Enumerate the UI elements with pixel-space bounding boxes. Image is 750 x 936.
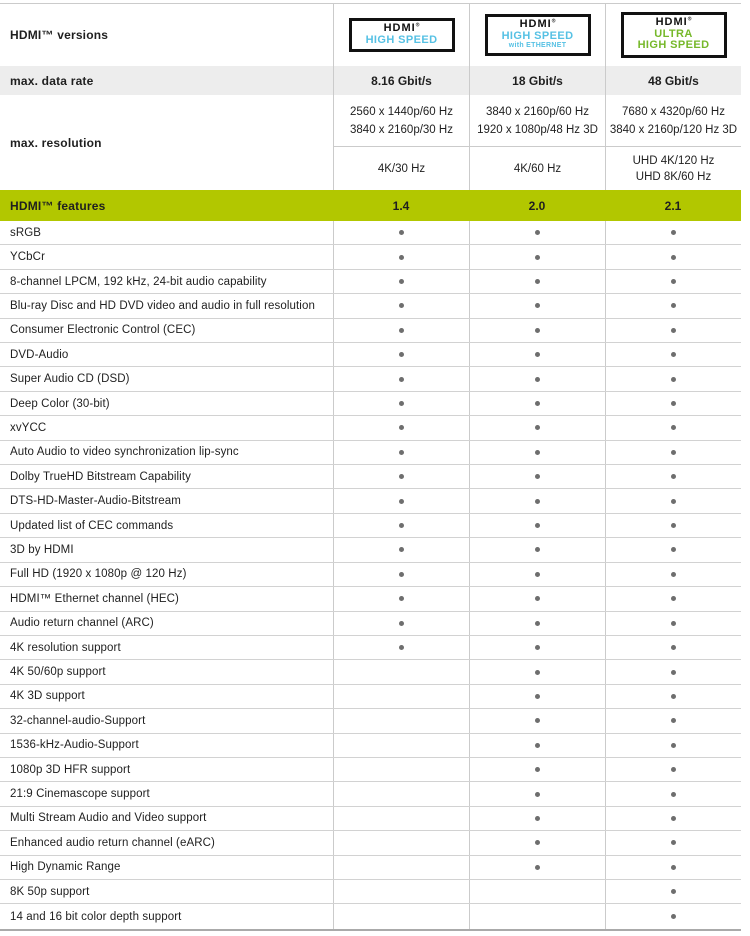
support-dot [671, 694, 676, 699]
resolution-value: 3840 x 2160p/60 Hz [486, 105, 589, 118]
support-cell-2.1 [605, 221, 741, 244]
support-dot [671, 474, 676, 479]
support-cell-2.1 [605, 489, 741, 512]
feature-name: 21:9 Cinemascope support [10, 788, 150, 801]
support-dot [399, 499, 404, 504]
version-number-1.4: 1.4 [392, 198, 410, 213]
support-dot [535, 303, 540, 308]
support-dot [671, 303, 676, 308]
feature-row [0, 831, 741, 855]
support-cell-2.0 [469, 856, 605, 879]
support-cell-2.0 [469, 660, 605, 683]
support-cell-2.1 [605, 685, 741, 708]
support-dot [535, 401, 540, 406]
badge-speed-label: HIGH SPEED [637, 39, 710, 52]
support-dot [671, 596, 676, 601]
feature-row [0, 245, 741, 269]
support-cell-2.1 [605, 416, 741, 439]
support-dot [671, 279, 676, 284]
support-dot [671, 670, 676, 675]
support-cell-1.4 [333, 856, 469, 879]
data-rate-row [0, 66, 741, 95]
feature-name: High Dynamic Range [10, 861, 121, 874]
features-header-row [0, 190, 741, 221]
support-dot [399, 401, 404, 406]
support-dot [535, 767, 540, 772]
support-cell-2.0 [469, 880, 605, 903]
versions-row [0, 4, 741, 66]
support-dot [671, 840, 676, 845]
resolution-value: 3840 x 2160p/120 Hz 3D [609, 123, 738, 136]
support-cell-2.1 [605, 660, 741, 683]
support-dot [399, 547, 404, 552]
support-dot [535, 230, 540, 235]
support-cell-2.0 [469, 636, 605, 659]
feature-name: Multi Stream Audio and Video support [10, 812, 207, 825]
support-dot [535, 279, 540, 284]
support-dot [535, 743, 540, 748]
support-cell-1.4 [333, 441, 469, 464]
feature-name: Super Audio CD (DSD) [10, 373, 130, 386]
feature-name: Auto Audio to video synchronization lip-sync [10, 446, 239, 459]
resolution-cell-2.1 [605, 95, 741, 147]
resolution-value: 1920 x 1080p/48 Hz 3D [477, 123, 598, 136]
hdmi-comparison-table [0, 3, 741, 931]
feature-name: xvYCC [10, 421, 47, 434]
support-cell-2.1 [605, 245, 741, 268]
support-cell-1.4 [333, 709, 469, 732]
feature-name: 4K 50/60p support [10, 666, 106, 679]
support-cell-2.0 [469, 245, 605, 268]
support-dot [535, 840, 540, 845]
support-dot [535, 645, 540, 650]
support-dot [535, 523, 540, 528]
feature-name: 1080p 3D HFR support [10, 763, 131, 776]
support-dot [671, 230, 676, 235]
support-cell-2.1 [605, 294, 741, 317]
support-cell-1.4 [333, 807, 469, 830]
feature-row [0, 734, 741, 758]
support-dot [535, 596, 540, 601]
feature-row [0, 782, 741, 806]
support-cell-2.1 [605, 392, 741, 415]
feature-name: 14 and 16 bit color depth support [10, 910, 182, 923]
support-cell-2.0 [469, 587, 605, 610]
feature-row [0, 587, 741, 611]
badge-speed-label: HIGH SPEED [501, 29, 574, 42]
feature-name: YCbCr [10, 251, 46, 264]
support-cell-1.4 [333, 489, 469, 512]
resolution-block [0, 95, 741, 190]
feature-row [0, 270, 741, 294]
feature-row [0, 319, 741, 343]
support-cell-2.0 [469, 685, 605, 708]
support-cell-2.1 [605, 612, 741, 635]
feature-row [0, 392, 741, 416]
feature-row [0, 660, 741, 684]
support-cell-2.0 [469, 904, 605, 928]
support-cell-2.1 [605, 367, 741, 390]
support-cell-2.1 [605, 441, 741, 464]
support-cell-2.1 [605, 758, 741, 781]
version-number-2.1: 2.1 [664, 198, 682, 213]
support-dot [399, 255, 404, 260]
support-dot [535, 865, 540, 870]
feature-row [0, 294, 741, 318]
support-dot [671, 450, 676, 455]
support-dot [535, 474, 540, 479]
support-dot [535, 670, 540, 675]
support-dot [399, 328, 404, 333]
support-dot [671, 645, 676, 650]
support-dot [535, 255, 540, 260]
features-header-label: HDMI™ features [10, 198, 106, 213]
support-cell-2.1 [605, 709, 741, 732]
feature-row [0, 709, 741, 733]
support-dot [535, 694, 540, 699]
support-cell-2.1 [605, 636, 741, 659]
feature-name: Deep Color (30-bit) [10, 397, 110, 410]
feature-row [0, 489, 741, 513]
badge-ethernet-label: with ETHERNET [508, 42, 567, 50]
support-cell-2.0 [469, 221, 605, 244]
support-dot [399, 621, 404, 626]
feature-row [0, 343, 741, 367]
support-cell-2.0 [469, 538, 605, 561]
feature-name: 3D by HDMI [10, 543, 74, 556]
support-cell-2.0 [469, 734, 605, 757]
support-cell-2.0 [469, 441, 605, 464]
feature-row [0, 441, 741, 465]
support-dot [671, 718, 676, 723]
support-cell-2.0 [469, 612, 605, 635]
feature-row [0, 758, 741, 782]
support-dot [399, 303, 404, 308]
support-dot [399, 352, 404, 357]
support-cell-2.1 [605, 807, 741, 830]
support-dot [671, 547, 676, 552]
support-cell-1.4 [333, 880, 469, 903]
support-cell-2.1 [605, 856, 741, 879]
support-dot [671, 743, 676, 748]
support-cell-1.4 [333, 392, 469, 415]
support-cell-2.1 [605, 831, 741, 854]
support-dot [671, 792, 676, 797]
support-dot [671, 865, 676, 870]
feature-name: Consumer Electronic Control (CEC) [10, 324, 196, 337]
support-cell-1.4 [333, 367, 469, 390]
support-dot [399, 377, 404, 382]
support-cell-2.1 [605, 587, 741, 610]
feature-name: HDMI™ Ethernet channel (HEC) [10, 592, 179, 605]
resolution-value: UHD 8K/60 Hz [635, 170, 712, 183]
support-cell-1.4 [333, 636, 469, 659]
resolution-value: 4K/30 Hz [377, 162, 426, 175]
support-cell-2.0 [469, 831, 605, 854]
support-dot [671, 621, 676, 626]
badge-cell-ultra-high-speed [605, 4, 741, 66]
feature-row [0, 636, 741, 660]
resolution-label: max. resolution [10, 135, 102, 150]
hdmi-logo: HDMI® [383, 21, 420, 34]
support-dot [399, 474, 404, 479]
support-cell-2.1 [605, 270, 741, 293]
data-rate-value-1.4: 8.16 Gbit/s [333, 66, 469, 95]
hdmi-logo: HDMI® [655, 16, 692, 29]
support-cell-1.4 [333, 514, 469, 537]
support-cell-2.1 [605, 465, 741, 488]
support-dot [535, 572, 540, 577]
feature-row [0, 612, 741, 636]
support-dot [671, 255, 676, 260]
support-cell-2.1 [605, 514, 741, 537]
support-dot [399, 596, 404, 601]
feature-row [0, 514, 741, 538]
support-dot [399, 572, 404, 577]
resolution-mode-cell-1.4 [333, 147, 469, 190]
feature-row [0, 904, 741, 928]
hdmi-ultra-high-speed-badge [621, 12, 727, 58]
support-cell-1.4 [333, 245, 469, 268]
support-cell-1.4 [333, 685, 469, 708]
support-cell-2.1 [605, 343, 741, 366]
support-cell-2.0 [469, 319, 605, 342]
support-cell-1.4 [333, 343, 469, 366]
support-cell-1.4 [333, 319, 469, 342]
resolution-cell-1.4 [333, 95, 469, 147]
support-cell-2.0 [469, 392, 605, 415]
support-dot [671, 767, 676, 772]
support-dot [535, 792, 540, 797]
feature-name: sRGB [10, 226, 42, 239]
support-cell-2.0 [469, 807, 605, 830]
support-dot [399, 523, 404, 528]
data-rate-value-2.0: 18 Gbit/s [469, 66, 605, 95]
support-dot [671, 914, 676, 919]
support-dot [535, 816, 540, 821]
support-dot [671, 572, 676, 577]
feature-row [0, 465, 741, 489]
resolution-value: 4K/60 Hz [513, 162, 562, 175]
hdmi-high-speed-ethernet-badge [485, 14, 591, 55]
support-cell-1.4 [333, 465, 469, 488]
resolution-value: 2560 x 1440p/60 Hz [350, 105, 453, 118]
support-cell-2.0 [469, 343, 605, 366]
resolution-mode-cell-2.0 [469, 147, 605, 190]
support-dot [535, 352, 540, 357]
feature-name: Blu-ray Disc and HD DVD video and audio in full resolution [10, 299, 315, 312]
versions-row-label: HDMI™ versions [10, 28, 109, 42]
data-rate-label: max. data rate [10, 73, 94, 88]
support-dot [671, 401, 676, 406]
badge-speed-label: HIGH SPEED [365, 33, 438, 46]
support-dot [399, 645, 404, 650]
support-cell-1.4 [333, 904, 469, 928]
support-cell-2.0 [469, 294, 605, 317]
feature-name: DVD-Audio [10, 348, 69, 361]
support-dot [671, 889, 676, 894]
feature-row [0, 807, 741, 831]
support-cell-2.0 [469, 758, 605, 781]
support-cell-1.4 [333, 270, 469, 293]
feature-name: 4K 3D support [10, 690, 85, 703]
feature-name: 8-channel LPCM, 192 kHz, 24-bit audio capability [10, 275, 267, 288]
resolution-value: 3840 x 2160p/30 Hz [350, 123, 453, 136]
feature-row [0, 856, 741, 880]
version-number-2.0: 2.0 [528, 198, 546, 213]
support-cell-2.0 [469, 270, 605, 293]
support-dot [671, 377, 676, 382]
feature-name: DTS-HD-Master-Audio-Bitstream [10, 495, 181, 508]
feature-name: 4K resolution support [10, 641, 121, 654]
support-cell-2.0 [469, 514, 605, 537]
hdmi-logo: HDMI® [519, 18, 556, 31]
feature-row [0, 416, 741, 440]
support-cell-2.0 [469, 563, 605, 586]
support-dot [399, 425, 404, 430]
feature-row [0, 563, 741, 587]
support-cell-1.4 [333, 221, 469, 244]
data-rate-value-2.1: 48 Gbit/s [605, 66, 741, 95]
support-dot [535, 621, 540, 626]
support-cell-1.4 [333, 612, 469, 635]
feature-name: Full HD (1920 x 1080p @ 120 Hz) [10, 568, 187, 581]
feature-rows [0, 221, 741, 929]
support-cell-1.4 [333, 831, 469, 854]
support-dot [535, 377, 540, 382]
badge-speed-label: ULTRA [654, 27, 693, 40]
support-dot [671, 523, 676, 528]
feature-name: 32-channel-audio-Support [10, 714, 146, 727]
support-dot [399, 230, 404, 235]
badge-cell-high-speed-ethernet [469, 4, 605, 66]
feature-row [0, 538, 741, 562]
feature-row [0, 221, 741, 245]
support-cell-1.4 [333, 538, 469, 561]
support-dot [535, 328, 540, 333]
support-dot [671, 816, 676, 821]
support-cell-1.4 [333, 660, 469, 683]
feature-name: Dolby TrueHD Bitstream Capability [10, 470, 191, 483]
support-cell-2.0 [469, 489, 605, 512]
resolution-value: 7680 x 4320p/60 Hz [622, 105, 725, 118]
support-dot [671, 352, 676, 357]
support-cell-2.1 [605, 782, 741, 805]
feature-row [0, 685, 741, 709]
support-dot [399, 279, 404, 284]
support-dot [671, 499, 676, 504]
support-cell-2.0 [469, 709, 605, 732]
feature-name: Audio return channel (ARC) [10, 617, 154, 630]
support-dot [535, 547, 540, 552]
support-cell-2.1 [605, 538, 741, 561]
support-cell-2.0 [469, 367, 605, 390]
feature-row [0, 880, 741, 904]
support-cell-2.1 [605, 563, 741, 586]
feature-name: 1536-kHz-Audio-Support [10, 739, 139, 752]
feature-row [0, 367, 741, 391]
support-cell-2.1 [605, 904, 741, 928]
resolution-mode-cell-2.1 [605, 147, 741, 190]
resolution-cell-2.0 [469, 95, 605, 147]
support-dot [535, 425, 540, 430]
support-dot [535, 499, 540, 504]
feature-name: 8K 50p support [10, 885, 90, 898]
support-dot [399, 450, 404, 455]
support-dot [535, 450, 540, 455]
support-cell-2.1 [605, 734, 741, 757]
support-dot [535, 718, 540, 723]
support-dot [671, 328, 676, 333]
support-cell-2.1 [605, 880, 741, 903]
support-cell-2.0 [469, 782, 605, 805]
support-cell-1.4 [333, 734, 469, 757]
support-cell-1.4 [333, 294, 469, 317]
support-cell-1.4 [333, 782, 469, 805]
resolution-value: UHD 4K/120 Hz [632, 154, 715, 167]
support-dot [671, 425, 676, 430]
feature-name: Enhanced audio return channel (eARC) [10, 836, 215, 849]
support-cell-2.0 [469, 465, 605, 488]
support-cell-2.0 [469, 416, 605, 439]
badge-cell-high-speed [333, 4, 469, 66]
hdmi-high-speed-badge [349, 18, 455, 52]
support-cell-1.4 [333, 587, 469, 610]
feature-name: Updated list of CEC commands [10, 519, 174, 532]
support-cell-1.4 [333, 563, 469, 586]
support-cell-1.4 [333, 758, 469, 781]
support-cell-1.4 [333, 416, 469, 439]
support-cell-2.1 [605, 319, 741, 342]
